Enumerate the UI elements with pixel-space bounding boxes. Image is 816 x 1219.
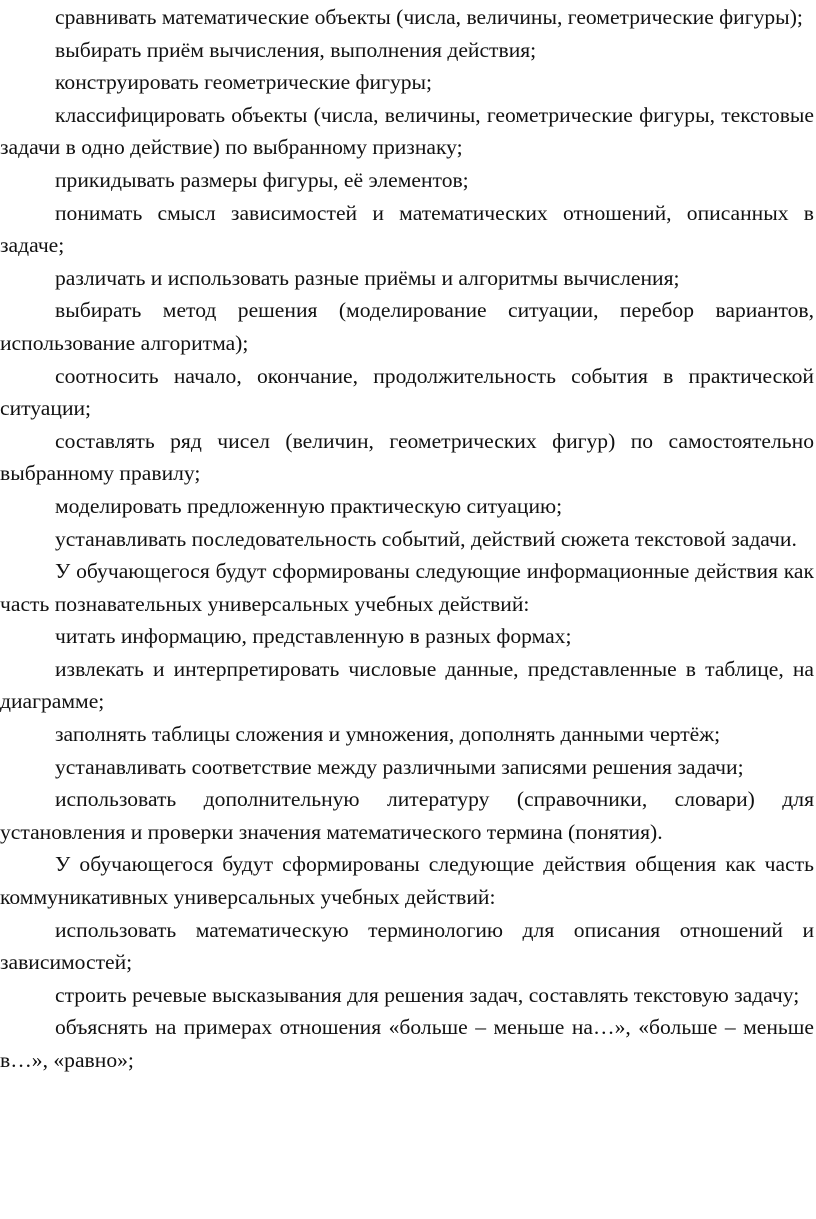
paragraph: устанавливать последовательность событий, действий сюжета текстовой задачи. (55, 526, 797, 551)
paragraph: составлять ряд чисел (величин, геометрических фигур) по самостоятельно выбранному правилу; (0, 428, 814, 486)
paragraph: У обучающегося будут сформированы следующие действия общения как часть коммуникативных универсальных учебных действий: (0, 852, 814, 910)
paragraph: У обучающегося будут сформированы следующие информационные действия как часть познавательных универсальных учебных действий: (0, 559, 814, 616)
paragraph: классифицировать объекты (числа, величины, геометрические фигуры, текстовые задачи в одно действие) по выбранному признаку; (0, 102, 814, 160)
paragraph: прикидывать размеры фигуры, её элементов; (55, 167, 469, 192)
paragraph: конструировать геометрические фигуры; (55, 70, 433, 95)
paragraph: использовать дополнительную литературу (справочники, словари) для установления и проверки значения математического термина (понятия). (0, 787, 814, 844)
paragraph: выбирать метод решения (моделирование ситуации, перебор вариантов, использование алгоритма); (0, 298, 814, 355)
paragraph: использовать математическую терминологию для описания отношений и зависимостей; (0, 917, 814, 975)
paragraph: выбирать приём вычисления, выполнения действия; (55, 37, 537, 62)
paragraph: извлекать и интерпретировать числовые данные, представленные в таблице, на диаграмме; (0, 656, 814, 714)
paragraph: объяснять на примерах отношения «больше – меньше на…», «больше – меньше в…», «равно»; (0, 1015, 814, 1072)
paragraph: соотносить начало, окончание, продолжительность события в практической ситуации; (0, 363, 814, 421)
paragraph: моделировать предложенную практическую ситуацию; (55, 493, 563, 518)
paragraph: устанавливать соответствие между различными записями решения задачи; (55, 754, 744, 779)
paragraph: понимать смысл зависимостей и математических отношений, описанных в задаче; (0, 200, 814, 258)
paragraph: заполнять таблицы сложения и умножения, дополнять данными чертёж; (55, 722, 721, 747)
paragraph: строить речевые высказывания для решения задач, составлять текстовую задачу; (55, 982, 800, 1007)
paragraph: различать и использовать разные приёмы и алгоритмы вычисления; (55, 265, 680, 290)
paragraph: читать информацию, представленную в разных формах; (55, 624, 572, 649)
paragraph: сравнивать математические объекты (числа, величины, геометрические фигуры); (55, 5, 803, 29)
